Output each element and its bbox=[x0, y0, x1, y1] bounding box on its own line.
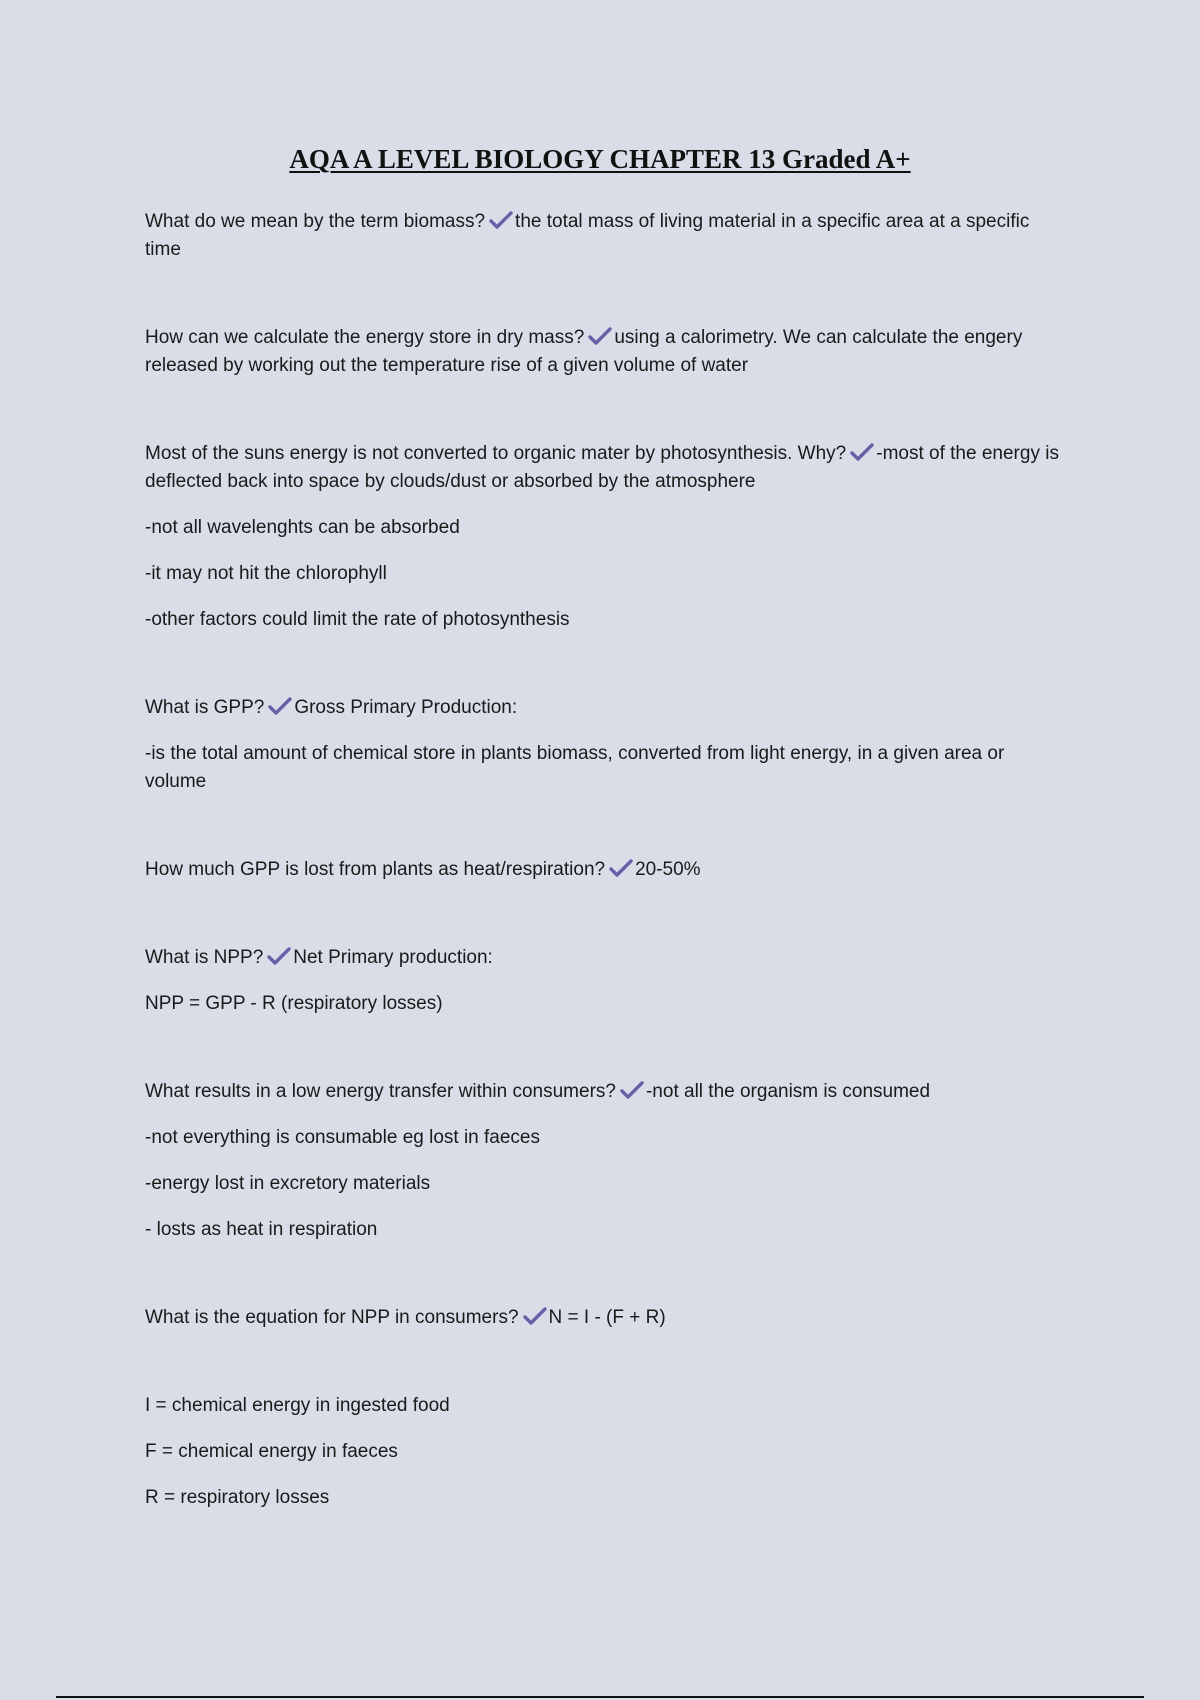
answer-line: -other factors could limit the rate of photosynthesis bbox=[145, 609, 570, 630]
page-bottom-rule bbox=[56, 1696, 1144, 1698]
question-text: What is NPP? bbox=[145, 947, 264, 968]
qa-paragraph bbox=[145, 694, 1065, 722]
checkmark-icon bbox=[588, 326, 612, 346]
question-text: Most of the suns energy is not converted to organic mater by photosynthesis. Why? bbox=[145, 443, 847, 464]
qa-block-suns-energy bbox=[145, 440, 1065, 634]
answer-text: -not all the organism is consumed bbox=[645, 1081, 931, 1102]
question-text: What is GPP? bbox=[145, 697, 265, 718]
answer-line: -it may not hit the chlorophyll bbox=[145, 563, 387, 584]
answer-text: Gross Primary Production: bbox=[294, 697, 518, 718]
question-text: How much GPP is lost from plants as heat/respiration? bbox=[145, 859, 606, 880]
answer-line: -not all wavelenghts can be absorbed bbox=[145, 517, 460, 538]
qa-paragraph bbox=[145, 1078, 1065, 1106]
document-title: AQA A LEVEL BIOLOGY CHAPTER 13 Graded A+ bbox=[289, 144, 911, 174]
answer-line: -not everything is consumable eg lost in faeces bbox=[145, 1127, 540, 1148]
qa-block-gpp-lost bbox=[145, 856, 1065, 884]
question-text: What is the equation for NPP in consumers? bbox=[145, 1307, 519, 1328]
answer-text: 20-50% bbox=[635, 859, 701, 880]
qa-block-energy-store bbox=[145, 324, 1065, 380]
qa-paragraph bbox=[145, 440, 1065, 496]
document-body bbox=[145, 208, 1065, 1530]
question-text: What do we mean by the term biomass? bbox=[145, 211, 486, 232]
checkmark-icon bbox=[609, 858, 633, 878]
answer-line: - losts as heat in respiration bbox=[145, 1219, 378, 1240]
answer-text: N = I - (F + R) bbox=[548, 1307, 666, 1328]
qa-block-npp bbox=[145, 944, 1065, 1018]
answer-text: using a calorimetry. We can calculate the engery released by working out the temperature rise of a given volume of water bbox=[145, 327, 1023, 376]
answer-line: -is the total amount of chemical store in plants biomass, converted from light energy, in a given area or volume bbox=[145, 743, 1005, 792]
checkmark-icon bbox=[489, 210, 513, 230]
answer-text: -most of the energy is deflected back into space by clouds/dust or absorbed by the atmosphere bbox=[145, 443, 1059, 492]
qa-block-biomass bbox=[145, 208, 1065, 264]
qa-paragraph bbox=[145, 856, 1065, 884]
answer-text: Net Primary production: bbox=[293, 947, 493, 968]
qa-paragraph bbox=[145, 944, 1065, 972]
checkmark-icon bbox=[268, 696, 292, 716]
answer-line: NPP = GPP - R (respiratory losses) bbox=[145, 993, 443, 1014]
definition-item: F = chemical energy in faeces bbox=[145, 1441, 398, 1462]
qa-block-gpp bbox=[145, 694, 1065, 796]
answer-text: the total mass of living material in a specific area at a specific time bbox=[145, 211, 1030, 260]
question-text: What results in a low energy transfer within consumers? bbox=[145, 1081, 616, 1102]
answer-line: -energy lost in excretory materials bbox=[145, 1173, 431, 1194]
checkmark-icon bbox=[850, 442, 874, 462]
qa-block-npp-consumers bbox=[145, 1304, 1065, 1332]
checkmark-icon bbox=[267, 946, 291, 966]
question-text: How can we calculate the energy store in dry mass? bbox=[145, 327, 585, 348]
definitions-list bbox=[145, 1392, 1065, 1512]
qa-paragraph bbox=[145, 324, 1065, 380]
qa-paragraph bbox=[145, 1304, 1065, 1332]
qa-block-low-energy-transfer bbox=[145, 1078, 1065, 1244]
checkmark-icon bbox=[620, 1080, 644, 1100]
checkmark-icon bbox=[523, 1306, 547, 1326]
definition-item: I = chemical energy in ingested food bbox=[145, 1395, 450, 1416]
definition-item: R = respiratory losses bbox=[145, 1487, 330, 1508]
qa-paragraph bbox=[145, 208, 1065, 264]
